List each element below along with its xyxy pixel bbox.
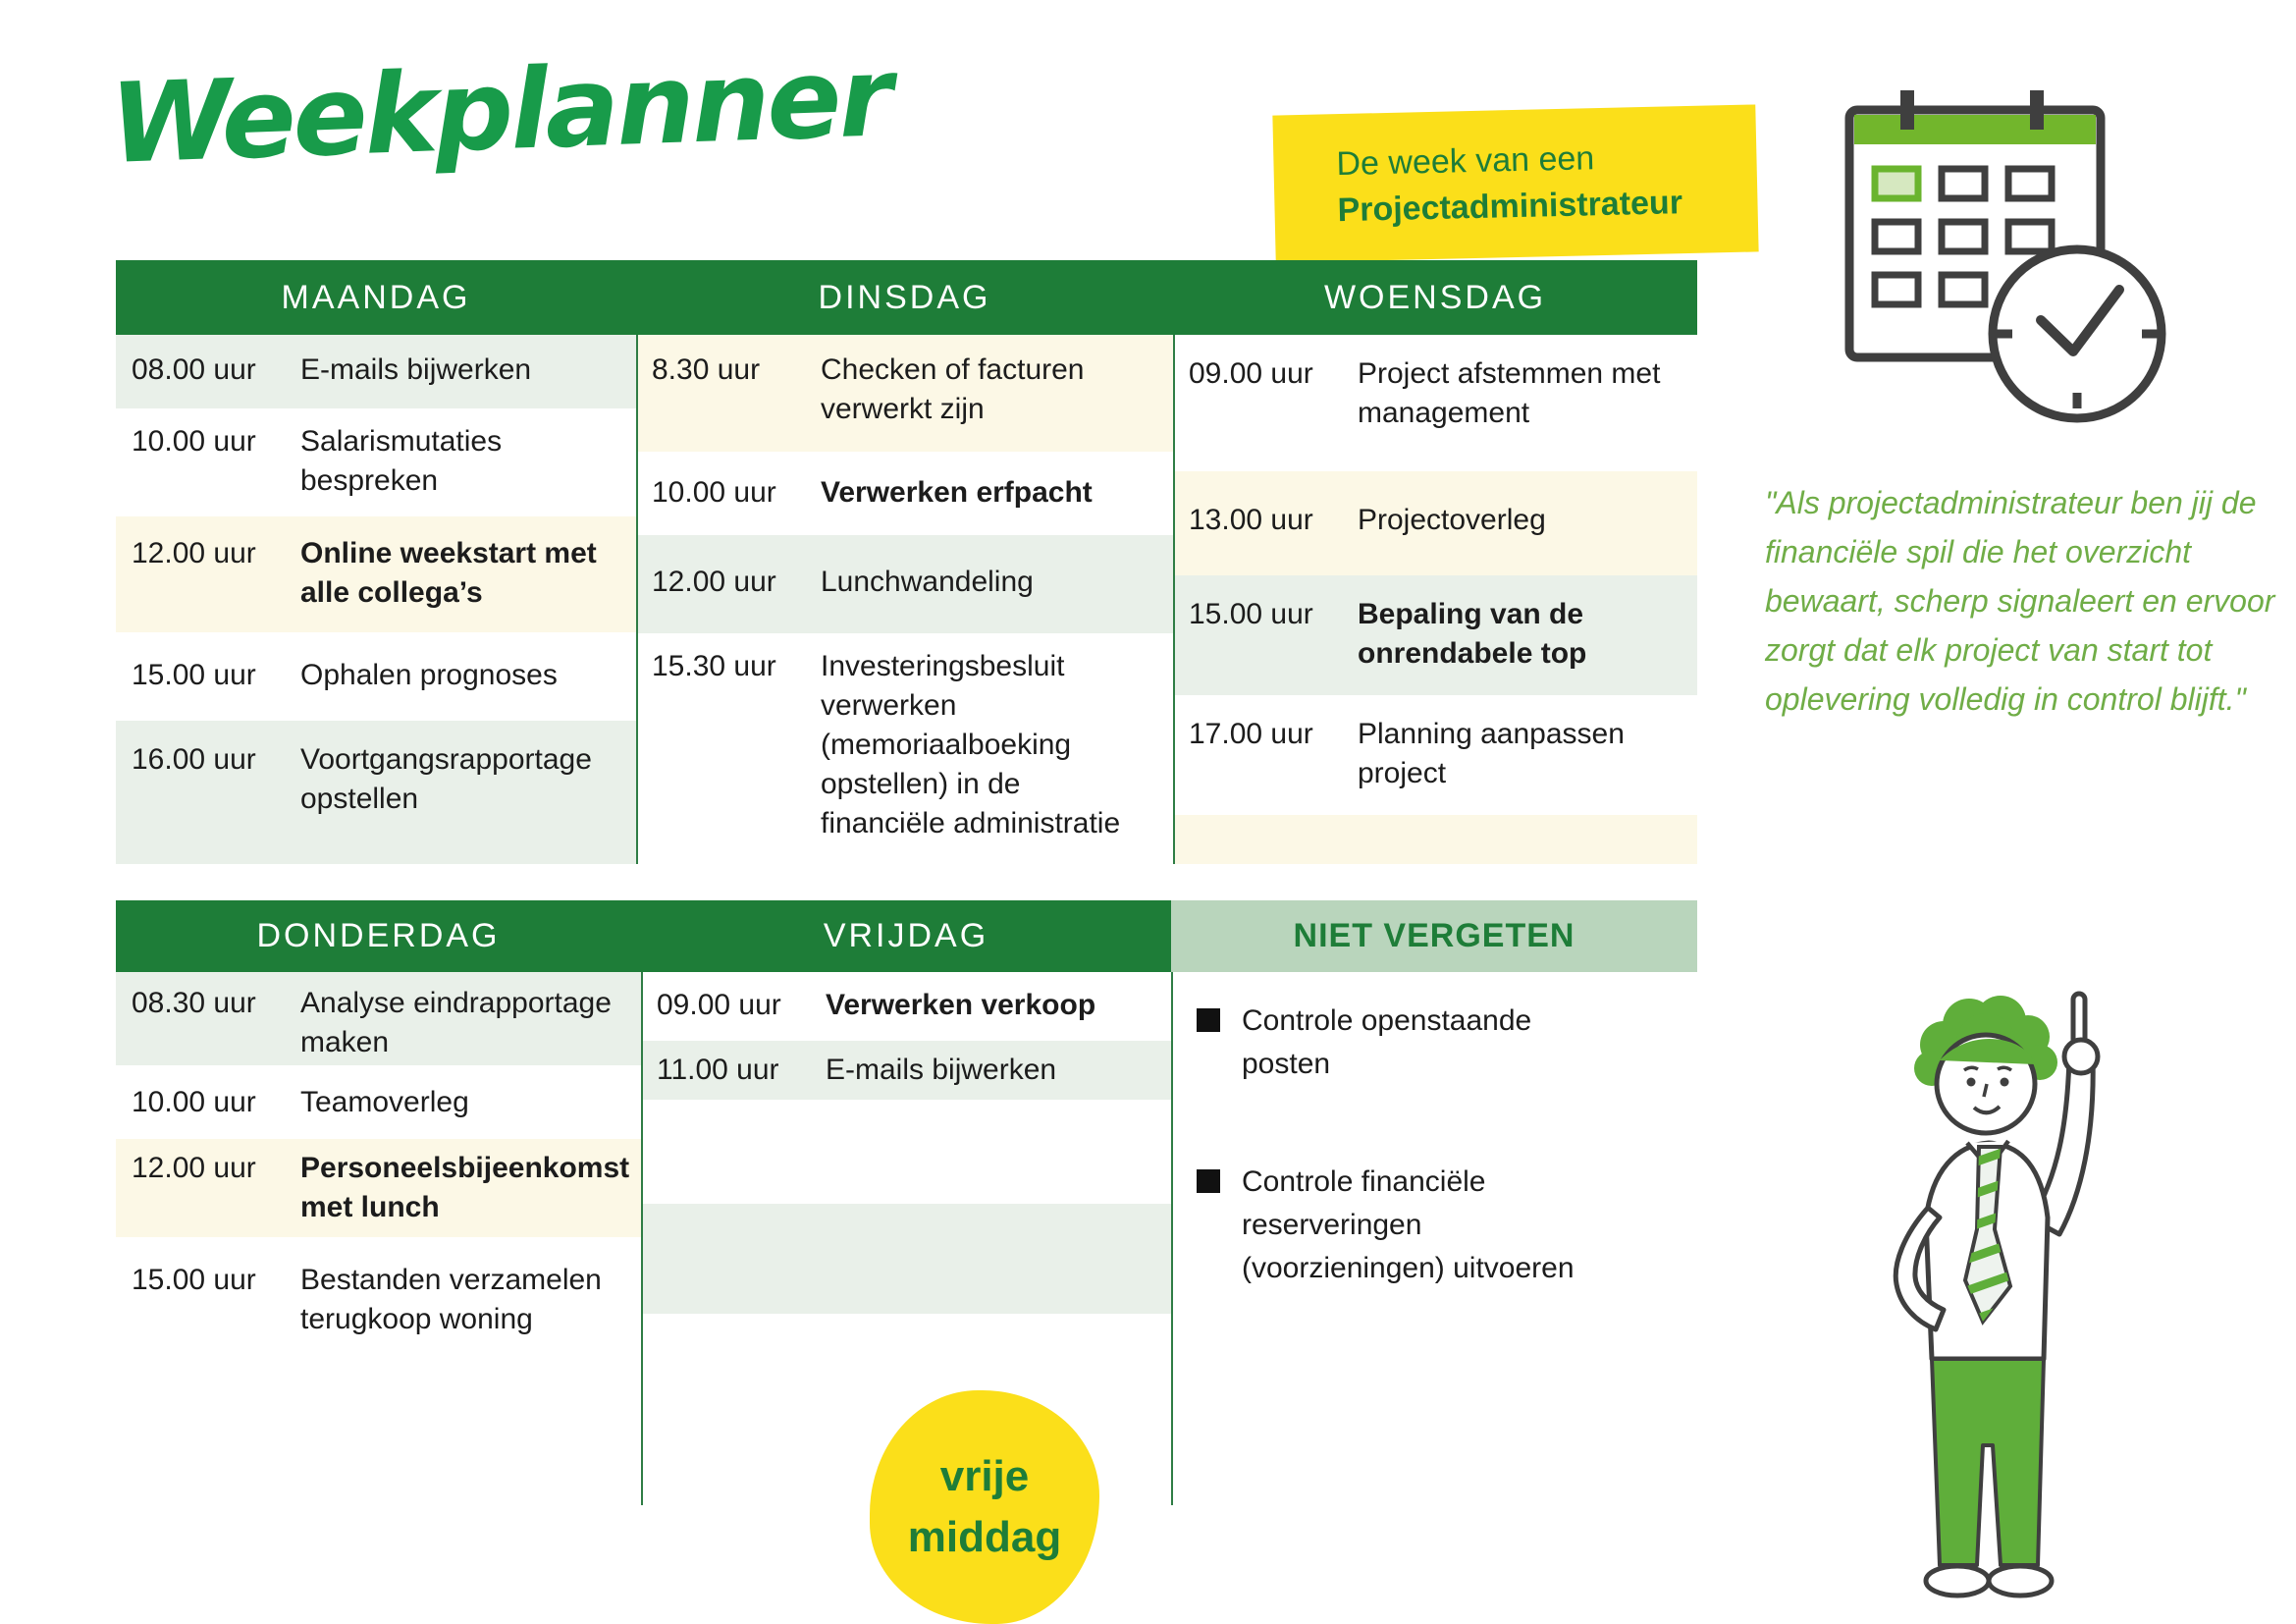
entry-time: 8.30 uur <box>652 353 761 386</box>
entry-activity: Checken of facturen verwerkt zijn <box>821 353 1085 425</box>
column-maandag <box>116 335 636 864</box>
entry-activity: Planning aanpassen project <box>1358 718 1625 789</box>
schedule-entry <box>116 408 636 516</box>
free-afternoon-line1: vrije <box>939 1452 1030 1500</box>
schedule-entry <box>1173 575 1697 695</box>
entry-activity: Verwerken erfpacht <box>821 476 1093 509</box>
badge-line2: Projectadministrateur <box>1337 184 1683 230</box>
entry-time: 10.00 uur <box>132 1086 256 1118</box>
entry-activity: Projectoverleg <box>1358 504 1546 536</box>
day-header-maandag <box>116 260 636 335</box>
free-afternoon-sticker <box>870 1390 1099 1624</box>
entry-activity: Teamoverleg <box>300 1086 469 1118</box>
day-label: DONDERDAG <box>256 917 501 954</box>
column-donderdag <box>116 972 641 1375</box>
day-header-woensdag <box>1173 260 1697 335</box>
schedule-entry <box>636 633 1173 864</box>
entry-time: 09.00 uur <box>1189 357 1313 390</box>
entry-activity: Salarismutaties bespreken <box>300 425 503 497</box>
entry-time: 15.30 uur <box>652 650 776 682</box>
entry-time: 12.00 uur <box>132 1152 256 1184</box>
column-divider <box>641 972 643 1505</box>
day-label: MAANDAG <box>281 278 471 316</box>
entry-activity: Voortgangsrapportage opstellen <box>300 743 592 815</box>
schedule-entry <box>1173 335 1697 471</box>
subtitle-highlight-badge <box>1272 104 1758 262</box>
schedule-entry <box>116 721 636 864</box>
empty-cell <box>641 1100 1171 1204</box>
checkbox-square-icon <box>1197 1169 1220 1193</box>
entry-time: 10.00 uur <box>132 425 256 458</box>
day-label: VRIJDAG <box>823 917 989 954</box>
day-header-donderdag <box>116 900 641 972</box>
reminder-text: Controle financiële reserveringen (voorzieningen) uitvoeren <box>1242 1165 1575 1284</box>
schedule-entry <box>636 535 1173 633</box>
entry-activity: Investeringsbesluit verwerken (memoriaalboeking opstellen) in de financiële administratie <box>821 650 1121 839</box>
day-label: DINSDAG <box>818 278 991 316</box>
entry-activity: Online weekstart met alle collega’s <box>300 537 597 609</box>
entry-activity: Lunchwandeling <box>821 566 1034 598</box>
entry-activity: Verwerken verkoop <box>826 989 1096 1021</box>
person-illustration <box>1824 935 2158 1622</box>
reminders-header-label: NIET VERGETEN <box>1293 917 1575 954</box>
checkbox-square-icon <box>1197 1008 1220 1032</box>
entry-time: 08.30 uur <box>132 987 256 1019</box>
entry-activity: E-mails bijwerken <box>826 1054 1057 1086</box>
schedule-entry <box>116 1237 641 1375</box>
day-header-dinsdag <box>636 260 1173 335</box>
column-divider <box>636 335 638 864</box>
entry-time: 09.00 uur <box>657 989 781 1021</box>
schedule-entry <box>116 972 641 1065</box>
schedule-entry <box>116 516 636 632</box>
entry-activity: Ophalen prognoses <box>300 659 558 691</box>
entry-time: 13.00 uur <box>1189 504 1313 536</box>
schedule-entry <box>116 335 636 408</box>
entry-time: 16.00 uur <box>132 743 256 776</box>
column-vrijdag <box>641 972 1171 1314</box>
schedule-entry <box>636 335 1173 452</box>
entry-time: 15.00 uur <box>132 1264 256 1296</box>
entry-activity: Bestanden verzamelen terugkoop woning <box>300 1264 602 1335</box>
entry-time: 17.00 uur <box>1189 718 1313 750</box>
empty-cell <box>1173 815 1697 864</box>
schedule-entry <box>1173 471 1697 575</box>
entry-time: 15.00 uur <box>132 659 256 691</box>
entry-activity: Project afstemmen met management <box>1358 357 1661 429</box>
entry-time: 15.00 uur <box>1189 598 1313 630</box>
reminder-text: Controle openstaande posten <box>1242 1004 1532 1080</box>
calendar-clock-icon <box>1838 86 2171 450</box>
day-label: WOENSDAG <box>1323 278 1547 316</box>
entry-time: 08.00 uur <box>132 353 256 386</box>
schedule-entry <box>116 1139 641 1237</box>
schedule-entry <box>641 1041 1171 1100</box>
entry-time: 10.00 uur <box>652 476 776 509</box>
column-woensdag <box>1173 335 1697 864</box>
schedule-entry <box>116 1065 641 1139</box>
schedule-entry <box>641 972 1171 1041</box>
entry-time: 12.00 uur <box>132 537 256 569</box>
day-header-vrijdag <box>641 900 1171 972</box>
entry-activity: Analyse eindrapportage maken <box>300 987 612 1058</box>
schedule-entry <box>1173 695 1697 815</box>
schedule-entry <box>116 632 636 721</box>
reminders-header <box>1171 900 1697 972</box>
quote-text: "Als projectadministrateur ben jij de financiële spil die het overzicht bewaart, scherp signaleert en ervoor zorgt dat elk project van start tot oplevering volledig in control blijft." <box>1765 485 2275 717</box>
entry-activity: E-mails bijwerken <box>300 353 532 386</box>
badge-line1: De week van een <box>1336 139 1595 184</box>
entry-activity: Bepaling van de onrendabele top <box>1358 598 1587 670</box>
reminders-list <box>1171 972 1697 1290</box>
column-divider <box>1173 335 1175 864</box>
entry-time: 11.00 uur <box>657 1054 779 1086</box>
empty-cell <box>641 1204 1171 1314</box>
entry-activity: Personeelsbijeenkomst met lunch <box>300 1152 630 1223</box>
page-title: Weekplanner <box>107 33 892 189</box>
entry-time: 12.00 uur <box>652 566 776 598</box>
free-afternoon-line2: middag <box>907 1513 1062 1561</box>
reminder-item <box>1171 1000 1697 1086</box>
column-dinsdag <box>636 335 1173 864</box>
reminder-item <box>1171 1161 1697 1290</box>
schedule-entry <box>636 452 1173 535</box>
